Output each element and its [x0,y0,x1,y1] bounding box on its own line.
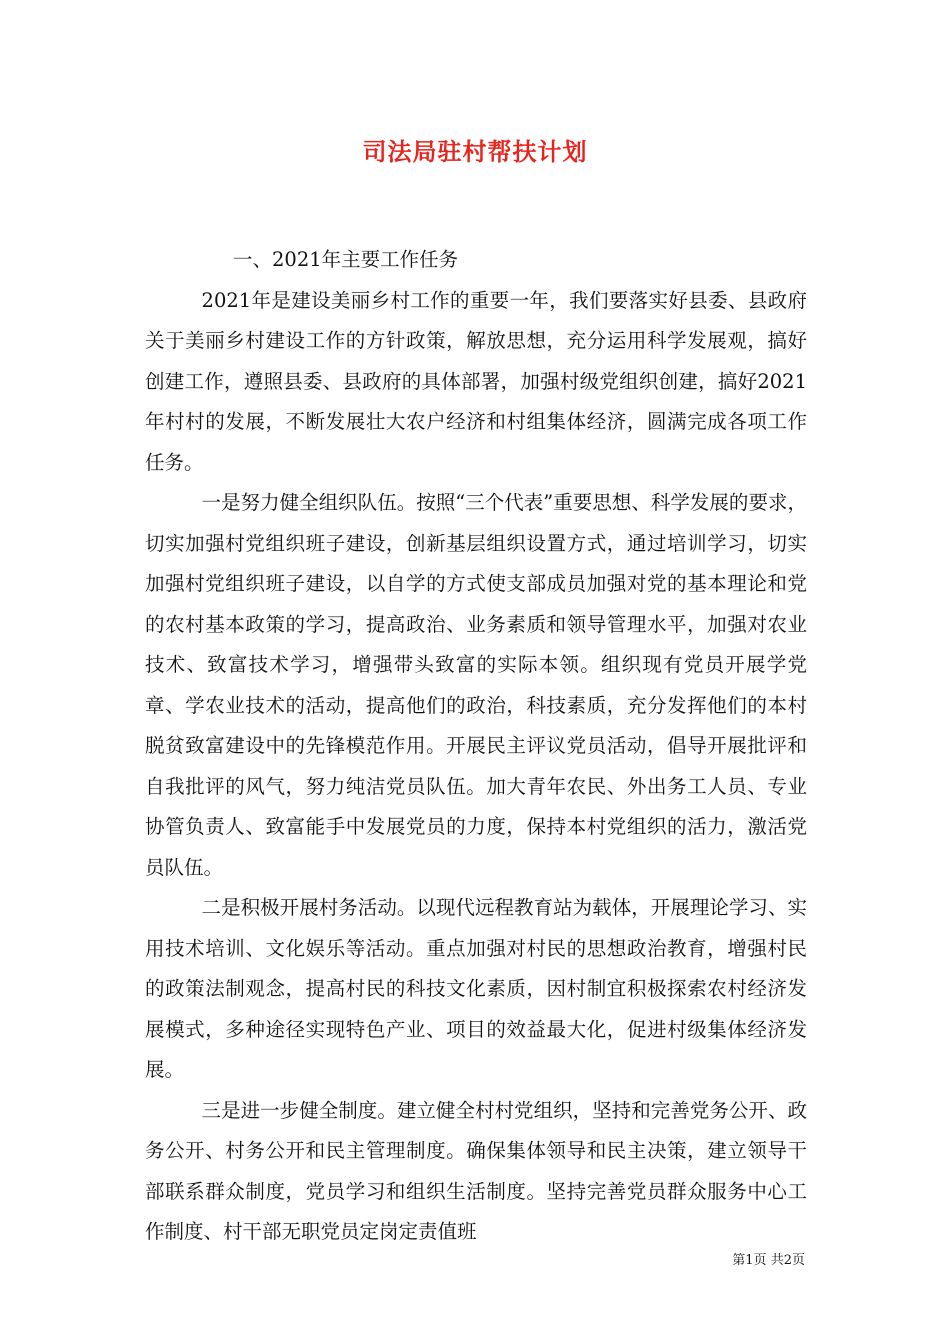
current-page-number: 1 [745,1253,754,1268]
page-footer [732,1249,805,1268]
total-page-number: 2 [783,1253,792,1268]
footer-suffix: 页 [791,1253,805,1268]
footer-prefix: 第 [732,1253,746,1268]
paragraph-organization: 一是努力健全组织队伍。按照“三个代表”重要思想、科学发展的要求，切实加强村党组织班子建设，创新基层组织设置方式，通过培训学习，切实加强村党组织班子建设，以自学的方式使支部成员加强对党的基本理论和党的农村基本政策的学习，提高政治、业务素质和领导管理水平，加强对农业技术、致富技术学习，增强带头致富的实际本领。组织现有党员开展学党章、学农业技术的活动，提高他们的政治，科技素质，充分发挥他们的本村脱贫致富建设中的先锋模范作用。开展民主评议党员活动，倡导开展批评和自我批评的风气，努力纯洁党员队伍。加大青年农民、外出务工人员、专业协管负责人、致富能手中发展党员的力度，保持本村党组织的活力，激活党员队伍。 [145,491,807,879]
footer-middle: 页 共 [753,1253,784,1268]
paragraph-intro: 2021年是建设美丽乡村工作的重要一年，我们要落实好县委、县政府关于美丽乡村建设工作的方针政策，解放思想，充分运用科学发展观，搞好创建工作，遵照县委、县政府的具体部署，加强村级党组织创建，搞好2021年村村的发展，不断发展壮大农户经济和村组集体经济，圆满完成各项工作任务。 [145,288,807,474]
document-body [145,240,807,1253]
paragraph-village-affairs: 二是积极开展村务活动。以现代远程教育站为载体，开展理论学习、实用技术培训、文化娱乐等活动。重点加强对村民的思想政治教育，增强村民的政策法制观念，提高村民的科技文化素质，因村制宜积极探索农村经济发展模式，多种途径实现特色产业、项目的效益最大化，促进村级集体经济发展。 [145,896,807,1081]
section-heading: 一、2021年主要工作任务 [233,248,459,271]
paragraph-system: 三是进一步健全制度。建立健全村村党组织，坚持和完善党务公开、政务公开、村务公开和民主管理制度。确保集体领导和民主决策，建立领导干部联系群众制度，党员学习和组织生活制度。坚持完善党员群众服务中心工作制度、村干部无职党员定岗定责值班 [145,1098,807,1243]
page-title: 司法局驻村帮扶计划 [362,137,588,166]
